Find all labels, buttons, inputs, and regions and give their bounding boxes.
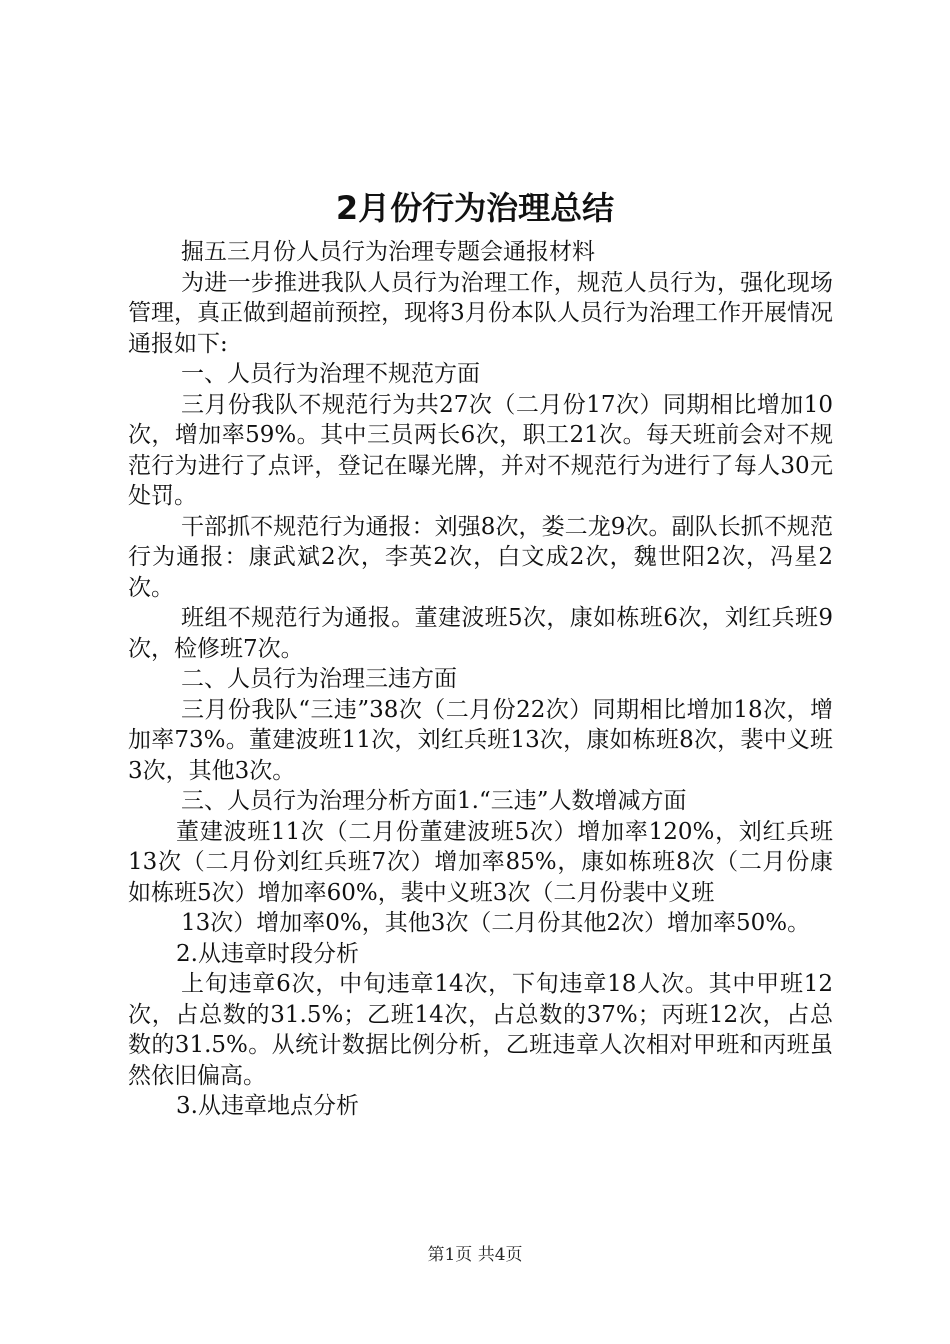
paragraph-violation-stats: 三月份我队“三违”38次（二月份22次）同期相比增加18次，增加率73%。董建波班11次，刘红兵班13次，康如栋班8次，裴中义班3次，其他3次。 [128, 696, 833, 784]
paragraph-team-change-cont: 13次）增加率0%，其他3次（二月份其他2次）增加率50%。 [181, 910, 811, 936]
subheading-time-analysis: 2.从违章时段分析 [176, 940, 359, 967]
section-heading-2: 二、人员行为治理三违方面 [181, 666, 457, 692]
paragraph-intro: 为进一步推进我队人员行为治理工作，规范人员行为，强化现场管理，真正做到超前预控，现将3月份本队人员行为治理工作开展情况通报如下: [128, 269, 833, 357]
section-heading-3: 三、人员行为治理分析方面1.“三违”人数增减方面 [181, 788, 687, 814]
paragraph-team-report: 班组不规范行为通报。董建波班5次，康如栋班6次，刘红兵班9次，检修班7次。 [128, 605, 833, 662]
paragraph-time-analysis: 上旬违章6次，中旬违章14次，下旬违章18人次。其中甲班12次，占总数的31.5%；乙班14次，占总数的37%；丙班12次，占总数的31.5%。从统计数据比例分析，乙班违章人次相对甲班和丙班虽然依旧偏高。 [128, 971, 833, 1089]
page-footer: 第1页 共4页 [427, 1245, 523, 1265]
paragraph-team-change: 董建波班11次（二月份董建波班5次）增加率120%，刘红兵班13次（二月份刘红兵班7次）增加率85%，康如栋班8次（二月份康如栋班5次）增加率60%，裴中义班3次（二月份裴中义班 [128, 818, 833, 906]
subheading-location-analysis: 3.从违章地点分析 [176, 1093, 359, 1119]
document-body [128, 237, 833, 1122]
paragraph-nonstandard-stats: 三月份我队不规范行为共27次（二月份17次）同期相比增加10次，增加率59%。其中三员两长6次，职工21次。每天班前会对不规范行为进行了点评，登记在曝光牌，并对不规范行为进行了每人30元处罚。 [128, 391, 833, 509]
section-heading-1: 一、人员行为治理不规范方面 [181, 361, 480, 387]
paragraph-subtitle: 掘五三月份人员行为治理专题会通报材料 [181, 239, 595, 265]
paragraph-cadre-report: 干部抓不规范行为通报：刘强8次，娄二龙9次。副队长抓不规范行为通报：康武斌2次，李英2次，白文成2次，魏世阳2次，冯星2次。 [128, 513, 833, 601]
page-title: 2月份行为治理总结 [335, 189, 615, 227]
